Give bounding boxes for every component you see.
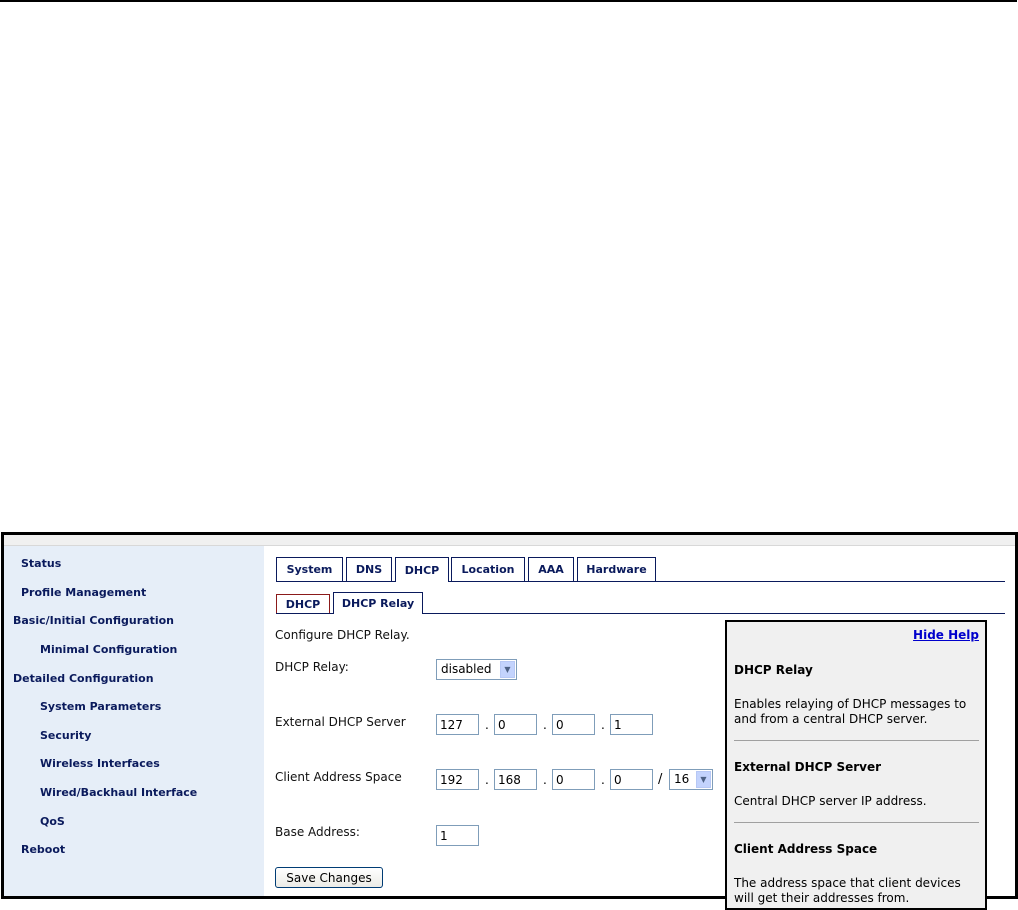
subtab-baseline-left bbox=[276, 613, 333, 614]
help-title-client-address-space: Client Address Space bbox=[734, 842, 878, 856]
sidebar-item-status[interactable]: Status bbox=[21, 557, 62, 570]
sidebar-item-profile-management[interactable]: Profile Management bbox=[21, 586, 147, 599]
tab-baseline-right bbox=[449, 581, 1005, 582]
help-title-external-dhcp-server: External DHCP Server bbox=[734, 760, 882, 774]
external-dhcp-server-label: External DHCP Server bbox=[275, 715, 406, 729]
client-ip-octet-1[interactable] bbox=[436, 769, 479, 790]
help-text-dhcp-relay: Enables relaying of DHCP messages to and from a central DHCP server. bbox=[734, 697, 967, 726]
server-ip-dot-2: . bbox=[543, 718, 547, 732]
server-ip-octet-1[interactable] bbox=[436, 714, 479, 735]
help-text-external-dhcp-server: Central DHCP server IP address. bbox=[734, 794, 927, 808]
save-changes-button[interactable]: Save Changes bbox=[275, 867, 383, 888]
form-intro: Configure DHCP Relay. bbox=[275, 628, 410, 642]
hide-help-link[interactable]: Hide Help bbox=[913, 628, 979, 642]
sidebar-item-wired-backhaul-interface[interactable]: Wired/Backhaul Interface bbox=[40, 786, 198, 799]
tab-location[interactable]: Location bbox=[451, 557, 525, 581]
sidebar-item-basic-initial-configuration[interactable]: Basic/Initial Configuration bbox=[13, 614, 174, 627]
subtab-baseline-right bbox=[423, 613, 1005, 614]
sidebar-nav bbox=[4, 546, 264, 896]
prefix-slash: / bbox=[658, 772, 663, 787]
server-ip-dot-1: . bbox=[485, 718, 489, 732]
tab-dns[interactable]: DNS bbox=[346, 557, 392, 581]
base-address-label: Base Address: bbox=[275, 825, 360, 839]
sidebar-item-detailed-configuration[interactable]: Detailed Configuration bbox=[13, 672, 154, 685]
server-ip-dot-3: . bbox=[601, 718, 605, 732]
chevron-down-icon: ▼ bbox=[500, 661, 515, 678]
subtab-dhcp[interactable]: DHCP bbox=[276, 594, 330, 614]
sidebar-item-wireless-interfaces[interactable]: Wireless Interfaces bbox=[40, 757, 160, 770]
server-ip-octet-3[interactable] bbox=[552, 714, 595, 735]
top-rule bbox=[0, 0, 1017, 2]
client-ip-octet-4[interactable] bbox=[610, 769, 653, 790]
chevron-down-icon: ▼ bbox=[696, 771, 711, 788]
tab-aaa[interactable]: AAA bbox=[528, 557, 574, 581]
base-address-input[interactable] bbox=[436, 825, 479, 846]
tab-dhcp[interactable]: DHCP bbox=[395, 557, 449, 582]
client-address-space-label: Client Address Space bbox=[275, 770, 402, 784]
client-ip-dot-1: . bbox=[485, 773, 489, 787]
client-ip-dot-2: . bbox=[543, 773, 547, 787]
server-ip-octet-2[interactable] bbox=[494, 714, 537, 735]
server-ip-octet-4[interactable] bbox=[610, 714, 653, 735]
prefix-length-select[interactable] bbox=[669, 769, 713, 790]
sidebar-item-security[interactable]: Security bbox=[40, 729, 92, 742]
subtab-dhcp-relay[interactable]: DHCP Relay bbox=[333, 592, 423, 614]
sidebar-item-qos[interactable]: QoS bbox=[40, 815, 65, 828]
tab-system[interactable]: System bbox=[276, 557, 343, 581]
sidebar-item-system-parameters[interactable]: System Parameters bbox=[40, 700, 162, 713]
tab-hardware[interactable]: Hardware bbox=[577, 557, 656, 581]
sidebar-item-reboot[interactable]: Reboot bbox=[21, 843, 66, 856]
client-ip-dot-3: . bbox=[601, 773, 605, 787]
help-title-dhcp-relay: DHCP Relay bbox=[734, 663, 813, 677]
tab-baseline-left bbox=[276, 581, 395, 582]
sidebar-item-minimal-configuration[interactable]: Minimal Configuration bbox=[40, 643, 178, 656]
client-ip-octet-3[interactable] bbox=[552, 769, 595, 790]
frame-top-strip bbox=[4, 535, 1015, 546]
dhcp-relay-select[interactable] bbox=[436, 659, 517, 680]
dhcp-relay-label: DHCP Relay: bbox=[275, 660, 349, 674]
help-divider bbox=[734, 740, 979, 741]
help-text-client-address-space: The address space that client devices will get their addresses from. bbox=[734, 876, 961, 905]
dhcp-relay-select-value: disabled bbox=[441, 662, 492, 676]
prefix-length-select-value: 16 bbox=[674, 772, 690, 786]
client-ip-octet-2[interactable] bbox=[494, 769, 537, 790]
help-panel bbox=[725, 620, 987, 910]
help-divider bbox=[734, 822, 979, 823]
